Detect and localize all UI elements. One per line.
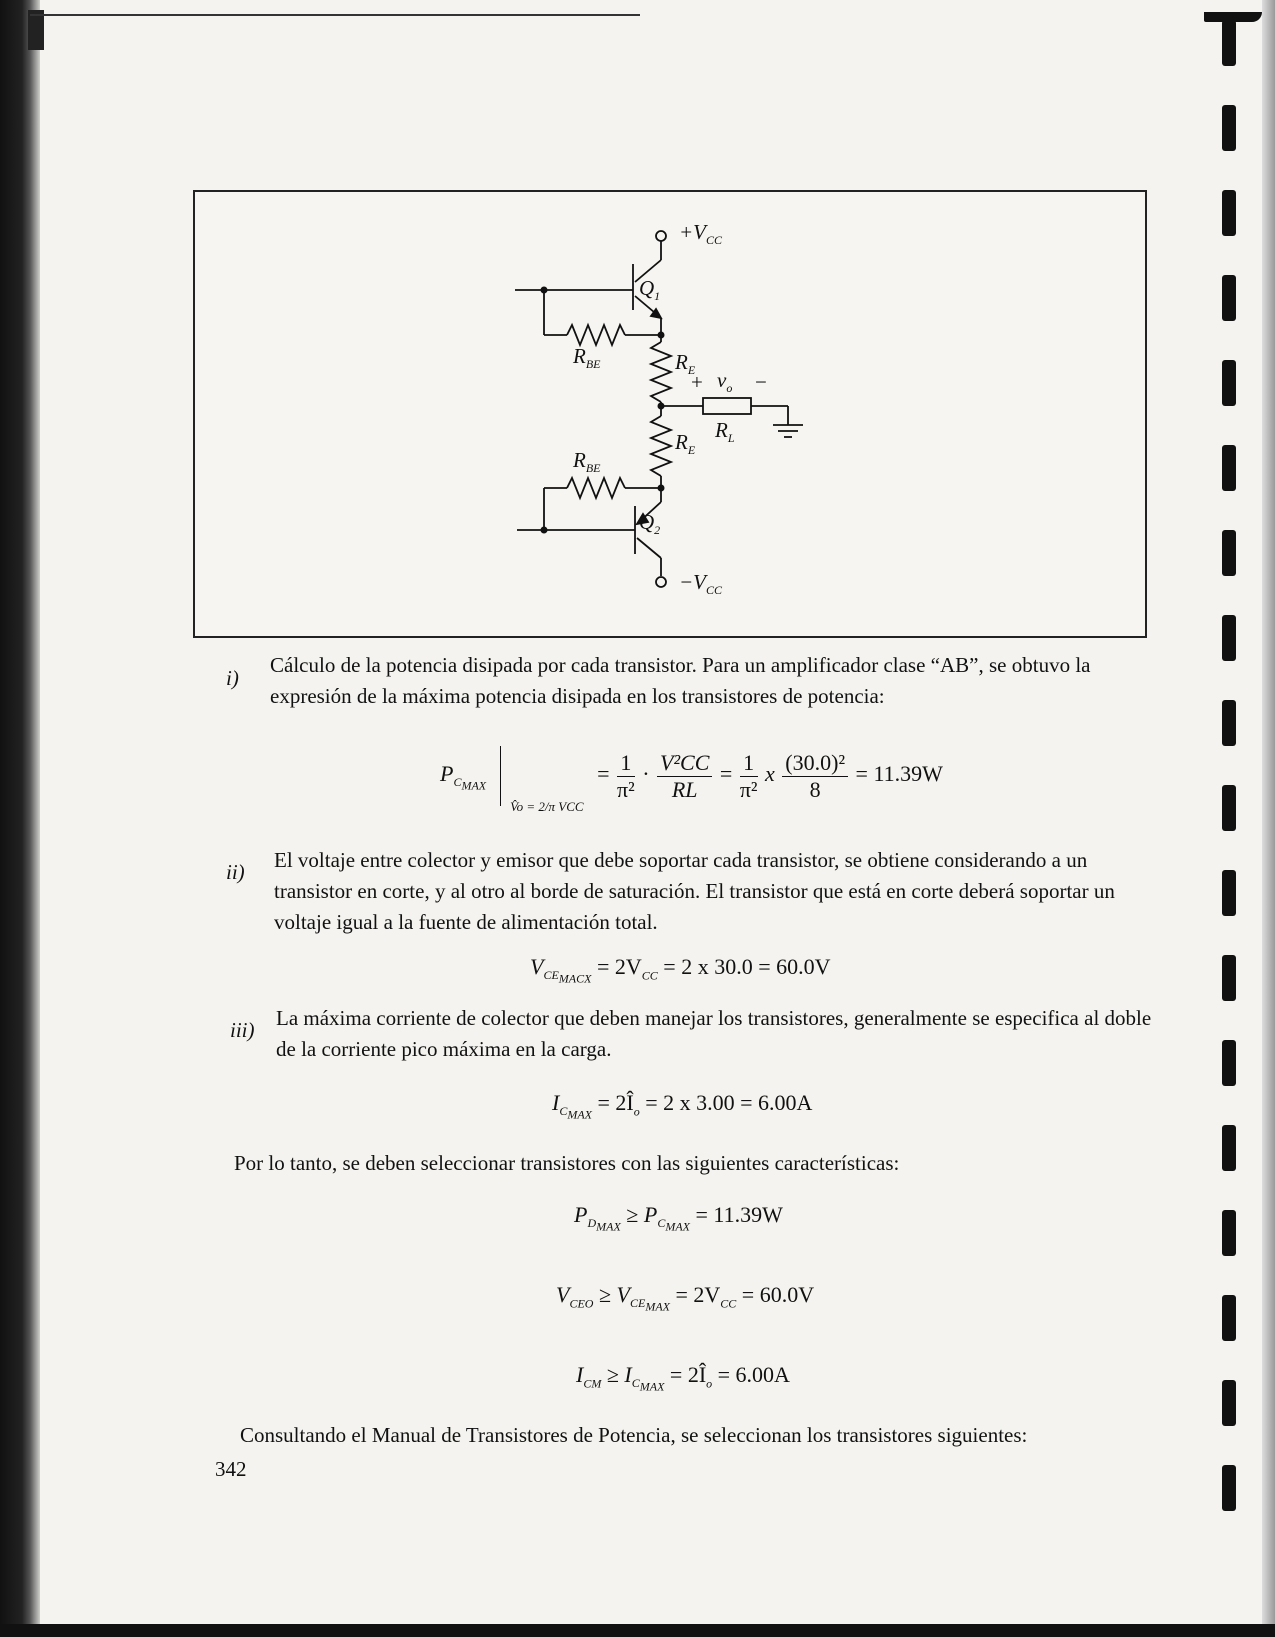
re-lower-label: $R_E$ <box>675 430 696 458</box>
item-iii-marker: iii) <box>230 1018 255 1042</box>
vo-label: $v_o$ <box>717 368 733 396</box>
q1-label: $Q_1$ <box>639 276 661 304</box>
vcc-neg-label: $-V_{CC}$ <box>679 570 723 598</box>
item-ii-marker: ii) <box>226 860 245 884</box>
scan-right-edge <box>1262 0 1275 1637</box>
item-ii-text: El voltaje entre colector y emisor que debe soportar cada transistor, se obtiene considerando a un transistor en corte, y al otro al borde de saturación. El transistor que está en corte deberá soportar un voltaje igual a la fuente de alimentación total. <box>274 848 1115 934</box>
scan-top-line <box>30 14 640 16</box>
re-upper-label: $R_E$ <box>675 350 696 378</box>
scan-left-edge <box>0 0 40 1637</box>
rl-label: $R_L$ <box>715 418 735 446</box>
final-sentence: Consultando el Manual de Transistores de Potencia, se seleccionan los transistores siguientes: <box>240 1423 1028 1447</box>
conclusion-text: Por lo tanto, se deben seleccionar transistores con las siguientes características: <box>234 1151 900 1175</box>
rbe-upper-label: $R_{BE}$ <box>573 344 601 372</box>
req-icm: $I_{CM} \ge I_{C_{MAX}}$ = $2Î_o = 6.00A$ <box>576 1362 790 1394</box>
req-vceo: $V_{CEO} \ge V_{CE_{MAX}} = 2V_{CC} = 60.0V$ <box>556 1282 815 1314</box>
vo-minus-sign: − <box>755 370 767 394</box>
circuit-figure <box>193 190 1147 638</box>
item-iii-text: La máxima corriente de colector que deben manejar los transistores, generalmente se especifica al doble de la corriente pico máxima en la carga. <box>276 1006 1152 1061</box>
q2-label: $Q_2$ <box>639 510 661 538</box>
binding-holes <box>1218 20 1244 1620</box>
page-number: 342 <box>215 1457 247 1481</box>
rbe-lower-label: $R_{BE}$ <box>573 448 601 476</box>
eq-pcmax: $P_{C_{MAX}}$ $_{V̂o = 2/\pi VCC}$ = $\frac{1}{\text{π²}}$ · $\frac{\text{V²CC}}{RL}$ = $\frac{1}{\text{π²}}$ x $\frac{\text{(30.0)²}}{8}$ = 11.39W <box>440 746 943 815</box>
circuit-schematic <box>195 192 1145 636</box>
vo-plus-sign: + <box>691 370 703 394</box>
eq-icmax: $I_{C_{MAX}}$ = $2Î_o = 2$ x 3.00 = 6.00A <box>552 1090 813 1122</box>
scan-top-corner <box>28 10 44 50</box>
scan-bottom-edge <box>0 1624 1275 1637</box>
vcc-pos-label: $+V_{CC}$ <box>679 220 723 248</box>
req-pdmax: $P_{D_{MAX}} \ge P_{C_{MAX}} = 11.39W$ <box>574 1202 783 1234</box>
eq-vcemax: $V_{CE_{MACX}} = 2V_{CC} = 2$ x 30.0 = 60.0V <box>530 954 831 986</box>
item-i-marker: i) <box>226 666 239 690</box>
item-i-text: Cálculo de la potencia disipada por cada transistor. Para un amplificador clase “AB”, se obtuvo la expresión de la máxima potencia disipada en los transistores de potencia: <box>270 653 1091 708</box>
